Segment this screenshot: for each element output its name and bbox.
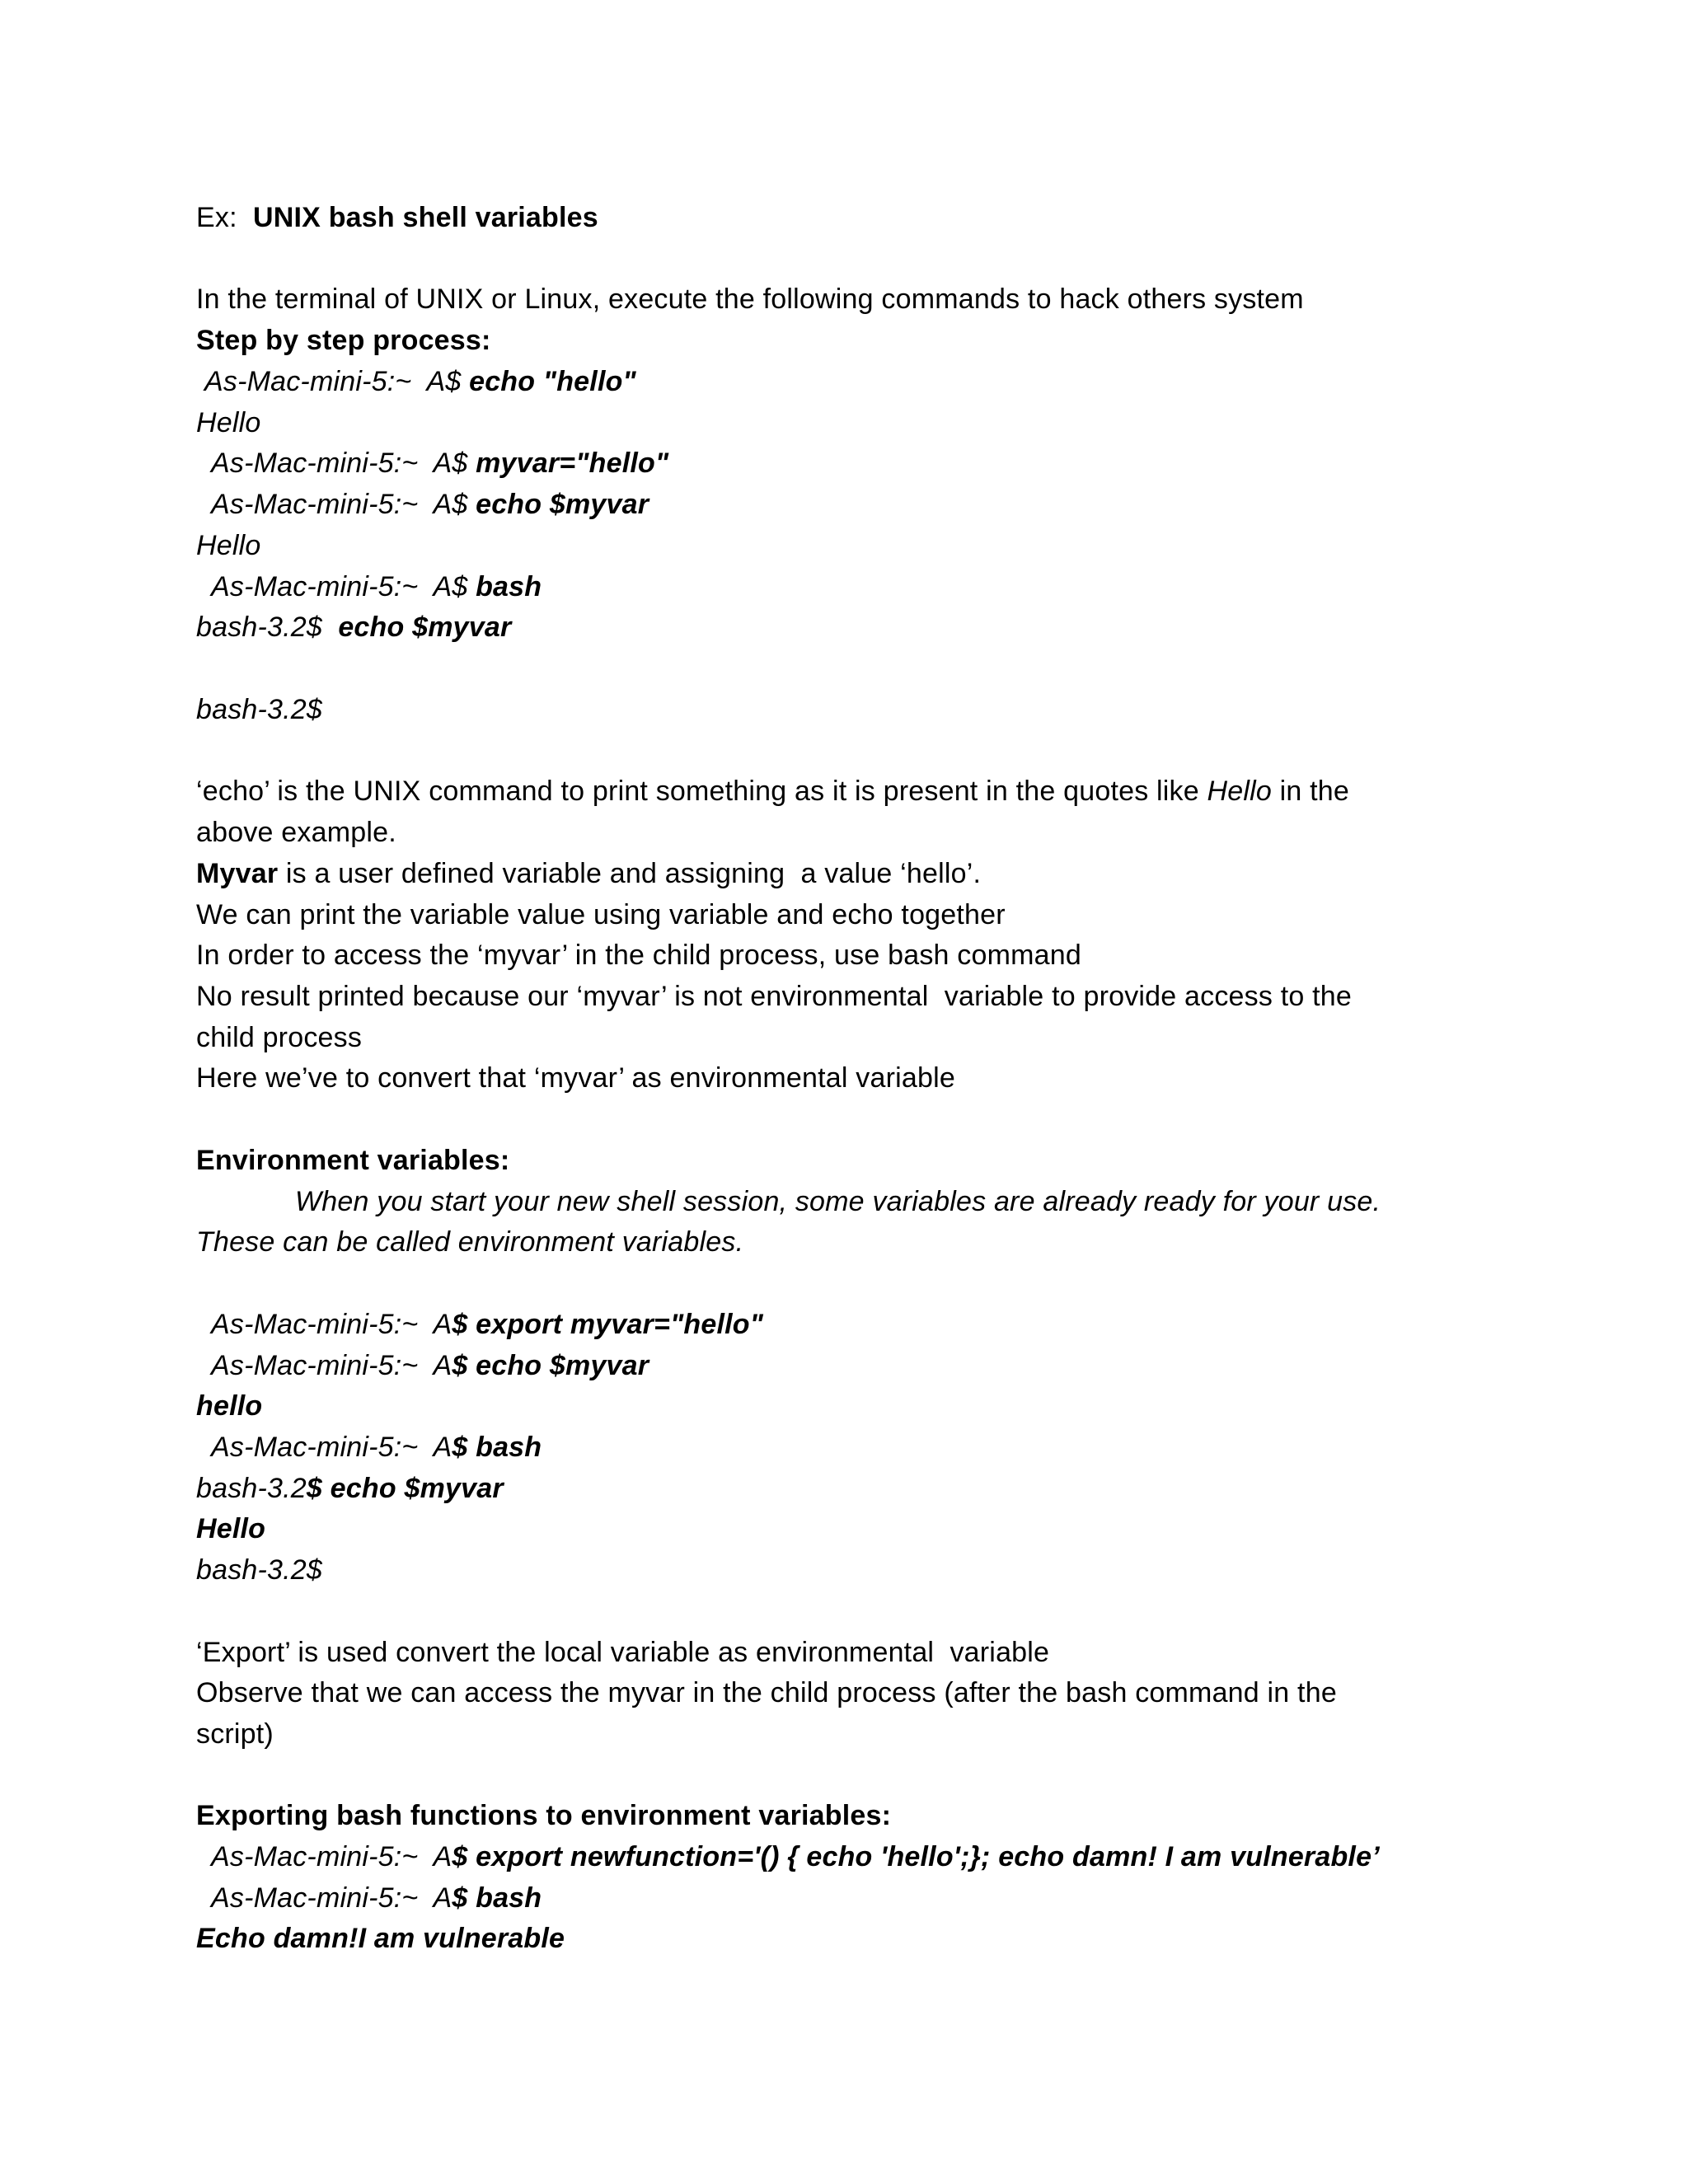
- text: is a user defined variable and assigning a value ‘hello’.: [278, 858, 982, 889]
- paragraph-continued: script): [196, 1718, 274, 1750]
- paragraph: ‘Export’ is used convert the local variable as environmental variable: [196, 1637, 1050, 1668]
- command: $ export myvar="hello": [452, 1309, 764, 1340]
- terminal-output: hello: [196, 1390, 263, 1422]
- prompt: As-Mac-mini-5:~ A: [211, 1841, 452, 1872]
- terminal-line: [211, 1427, 1523, 1468]
- command: $ bash: [452, 1882, 542, 1914]
- paragraph: Here we’ve to convert that ‘myvar’ as environmental variable: [196, 1062, 955, 1094]
- paragraph: In order to access the ‘myvar’ in the child process, use bash command: [196, 940, 1081, 971]
- terminal-line: [211, 1345, 1523, 1386]
- terminal-prompt: bash-3.2$: [196, 1554, 323, 1586]
- prompt: As-Mac-mini-5:~ A$: [211, 489, 476, 520]
- page-title: [196, 197, 1523, 238]
- title-text: UNIX bash shell variables: [253, 202, 598, 233]
- terminal-output: Hello: [196, 407, 261, 438]
- terminal-line: [211, 566, 1523, 607]
- command: echo $myvar: [338, 612, 512, 643]
- paragraph: Observe that we can access the myvar in the child process (after the bash command in the: [196, 1677, 1337, 1708]
- command: myvar="hello": [476, 448, 669, 479]
- term: Myvar: [196, 858, 279, 889]
- terminal-line: [204, 361, 1523, 402]
- command: bash: [476, 571, 542, 602]
- terminal-line: [211, 1877, 1523, 1919]
- prompt: As-Mac-mini-5:~ A: [211, 1350, 452, 1381]
- intro-text: In the terminal of UNIX or Linux, execute the following commands to hack others system: [196, 284, 1304, 315]
- command: $ echo $myvar: [306, 1473, 504, 1504]
- emphasis: Hello: [1207, 776, 1272, 807]
- paragraph: [196, 853, 1523, 894]
- terminal-output: Hello: [196, 1513, 266, 1544]
- prompt: As-Mac-mini-5:~ A: [211, 1882, 452, 1914]
- paragraph: No result printed because our ‘myvar’ is not environmental variable to provide access to the: [196, 981, 1352, 1012]
- paragraph-continued: above example.: [196, 817, 396, 848]
- terminal-line: [196, 607, 1523, 648]
- prompt: As-Mac-mini-5:~ A: [211, 1309, 452, 1340]
- title-prefix: Ex:: [196, 202, 254, 233]
- prompt: bash-3.2: [196, 1473, 307, 1504]
- prompt: As-Mac-mini-5:~ A$: [211, 571, 476, 602]
- command: echo $myvar: [476, 489, 649, 520]
- prompt: As-Mac-mini-5:~ A: [211, 1432, 452, 1463]
- prompt: As-Mac-mini-5:~ A$: [211, 448, 476, 479]
- section-heading: Environment variables:: [196, 1145, 510, 1176]
- terminal-prompt: bash-3.2$: [196, 694, 323, 725]
- prompt: As-Mac-mini-5:~ A$: [204, 366, 470, 397]
- definition-text: These can be called environment variables.: [196, 1226, 744, 1258]
- section-heading: Exporting bash functions to environment variables:: [196, 1800, 892, 1831]
- terminal-line: [211, 484, 1523, 525]
- paragraph: We can print the variable value using variable and echo together: [196, 899, 1006, 930]
- text: in the: [1272, 776, 1350, 807]
- terminal-output: Echo damn!I am vulnerable: [196, 1923, 565, 1954]
- step-heading: Step by step process:: [196, 325, 491, 356]
- paragraph: [196, 771, 1523, 812]
- command: $ echo $myvar: [452, 1350, 649, 1381]
- paragraph-continued: child process: [196, 1022, 363, 1053]
- command: $ export newfunction='() { echo 'hello';}; echo damn! I am vulnerable’: [452, 1841, 1380, 1872]
- command: $ bash: [452, 1432, 542, 1463]
- command: echo "hello": [469, 366, 636, 397]
- terminal-output: Hello: [196, 530, 261, 561]
- definition-text: When you start your new shell session, some variables are already ready for your use.: [295, 1186, 1381, 1217]
- terminal-line: [211, 1304, 1523, 1345]
- terminal-line: [211, 1836, 1380, 1877]
- terminal-line: [196, 1468, 1523, 1509]
- prompt: bash-3.2$: [196, 612, 339, 643]
- text: ‘echo’ is the UNIX command to print something as it is present in the quotes like: [196, 776, 1207, 807]
- terminal-line: [211, 443, 1523, 484]
